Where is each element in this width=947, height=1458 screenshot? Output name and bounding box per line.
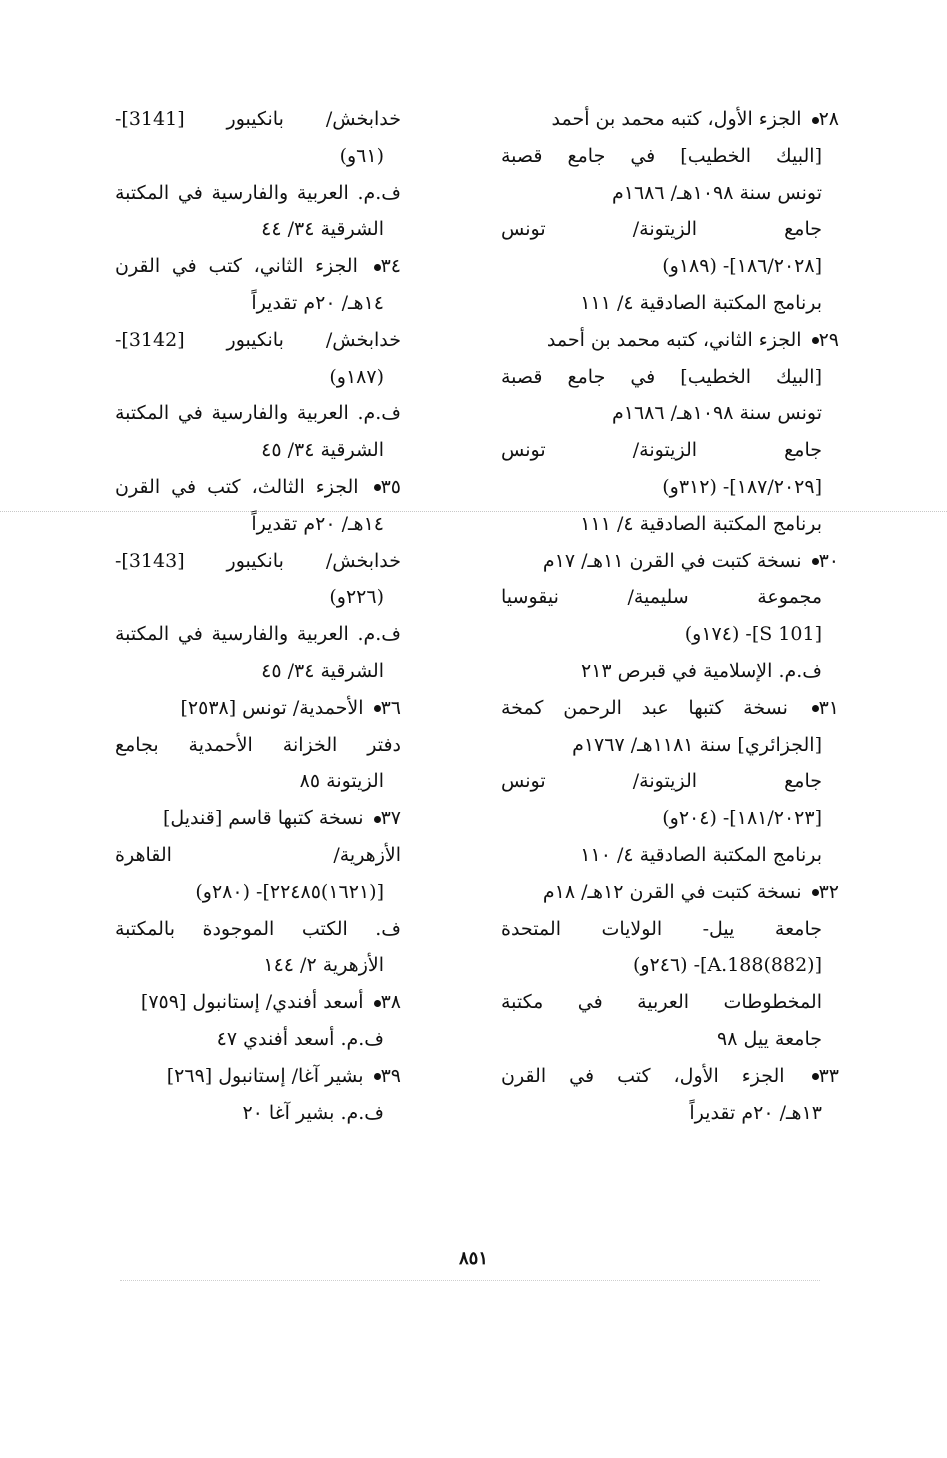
catalog-line: تونس سنة ١٠٩٨هـ/ ١٦٨٦م (612, 181, 822, 204)
entry-description: الأحمدية/ تونس [٢٥٣٨] (180, 696, 370, 719)
entry-number: ٢٨ (818, 108, 839, 130)
catalog-line: (١٨٧و) (329, 365, 384, 388)
bullet-icon (374, 264, 381, 271)
bullet-icon (812, 705, 819, 712)
catalog-entry-heading (115, 469, 401, 506)
entry-number: ٣٠ (818, 549, 839, 572)
entry-number: ٣٣ (818, 1064, 839, 1087)
catalog-line: جامع الزيتونة/ تونس (501, 770, 822, 793)
catalog-line: خدابخش/ بانكيبور [3141]- (115, 108, 401, 130)
bullet-icon (812, 558, 819, 565)
bullet-icon (812, 117, 819, 124)
catalog-entry-heading (501, 101, 839, 138)
bullet-icon (374, 484, 381, 491)
left-column (115, 101, 401, 1131)
catalog-line: الشرقية ٣٤/ ٤٤ (261, 218, 384, 241)
catalog-line: خدابخش/ بانكيبور [3143]- (115, 549, 401, 572)
scan-artifact-line-bottom (120, 1280, 820, 1281)
catalog-line: [A.188(882)]- (٢٤٦و) (632, 954, 822, 977)
catalog-line: ف.م. العربية والفارسية في المكتبة (115, 181, 401, 204)
entry-description: نسخة كتبها عبد الرحمن كمخة (501, 696, 808, 719)
catalog-line: ف.م. العربية والفارسية في المكتبة (115, 623, 401, 646)
catalog-line: جامعة ييل- الولايات المتحدة (501, 917, 822, 940)
catalog-line: ف.م. بشير آغا ٢٠ (242, 1101, 384, 1124)
catalog-line: ١٤هـ/ ٢٠م تقديراً (251, 512, 384, 535)
entry-number: ٣٦ (380, 696, 401, 719)
catalog-line: [١٨٧/٢٠٢٩]- (٣١٢و) (662, 475, 822, 498)
catalog-line: ١٤هـ/ ٢٠م تقديراً (251, 291, 384, 314)
catalog-line: الأزهرية/ القاهرة (115, 843, 401, 866)
catalog-line: [الجزائري] سنة ١١٨١هـ/ ١٧٦٧م (572, 733, 822, 756)
catalog-line: (٦١و) (339, 144, 384, 167)
catalog-line: جامع الزيتونة/ تونس (501, 218, 822, 241)
bullet-icon (374, 816, 381, 823)
entry-description: نسخة كتبت في القرن ١١هـ/ ١٧م (542, 549, 808, 572)
catalog-line: [(١٦٢١)٢٢٤٨٥]- (٢٨٠و) (195, 880, 384, 903)
bullet-icon (374, 705, 381, 712)
catalog-line: الشرقية ٣٤/ ٤٥ (261, 659, 384, 682)
catalog-line: مجموعة سليمية/ نيقوسيا (501, 586, 822, 609)
entry-number: ٢٩ (818, 328, 839, 351)
catalog-entry-heading (115, 248, 401, 285)
catalog-entry-heading (115, 1058, 401, 1095)
catalog-line: جامعة ييل ٩٨ (717, 1027, 822, 1050)
entry-description: الجزء الأول، كتب في القرن (501, 1064, 808, 1087)
catalog-line: الشرقية ٣٤/ ٤٥ (261, 439, 384, 462)
bullet-icon (812, 1073, 819, 1080)
entry-number: ٣٤ (380, 255, 401, 278)
catalog-line: ف. الكتب الموجودة بالمكتبة (115, 917, 401, 940)
entry-description: أسعد أفندي/ إستانبول [٧٥٩] (140, 991, 370, 1014)
catalog-line: جامع الزيتونة/ تونس (501, 439, 822, 462)
catalog-line: ١٣هـ/ ٢٠م تقديراً (689, 1101, 822, 1124)
entry-description: نسخة كتبت في القرن ١٢هـ/ ١٨م (542, 880, 808, 903)
catalog-line: ف.م. الإسلامية في قبرص ٢١٣ (581, 659, 822, 682)
entry-description: بشير آغا/ إستانبول [٢٦٩] (166, 1064, 370, 1087)
page-number: ٨٥١ (458, 1248, 488, 1269)
catalog-entry-heading (115, 800, 401, 837)
entry-description: الجزء الثاني، كتبه محمد بن أحمد (546, 328, 808, 351)
bullet-icon (812, 889, 819, 896)
catalog-line: [S 101]- (١٧٤و) (684, 623, 822, 646)
catalog-line: الأزهرية ٢/ ١٤٤ (263, 954, 384, 977)
catalog-line: (٢٢٦و) (329, 586, 384, 609)
catalog-entry-heading (115, 984, 401, 1021)
catalog-line: الزيتونة ٨٥ (299, 770, 384, 793)
catalog-entry-heading (501, 690, 839, 727)
catalog-entry-heading (501, 1058, 839, 1095)
bullet-icon (812, 337, 819, 344)
entry-number: ٣٧ (380, 807, 401, 830)
catalog-line: [١٨٦/٢٠٢٨]- (١٨٩و) (662, 255, 822, 278)
catalog-line: تونس سنة ١٠٩٨هـ/ ١٦٨٦م (612, 402, 822, 425)
bullet-icon (374, 1000, 381, 1007)
entry-description: الجزء الثاني، كتب في القرن (115, 255, 370, 278)
entry-number: ٣٢ (818, 880, 839, 903)
catalog-line: برنامج المكتبة الصادقية ٤/ ١١٠ (580, 843, 822, 866)
catalog-line: برنامج المكتبة الصادقية ٤/ ١١١ (580, 291, 822, 314)
entry-number: ٣٥ (380, 475, 401, 498)
right-column (501, 101, 839, 1131)
bullet-icon (374, 1073, 381, 1080)
catalog-entry-heading (501, 874, 839, 911)
catalog-line: المخطوطات العربية في مكتبة (501, 991, 822, 1014)
catalog-line: [البيك الخطيب] في جامع قصبة (501, 144, 822, 167)
catalog-line: ف.م. أسعد أفندي ٤٧ (216, 1027, 384, 1050)
entry-number: ٣٨ (380, 991, 401, 1014)
entry-number: ٣٩ (380, 1064, 401, 1087)
catalog-line: [البيك الخطيب] في جامع قصبة (501, 365, 822, 388)
catalog-line: [١٨١/٢٠٢٣]- (٢٠٤و) (662, 807, 822, 830)
catalog-line: دفتر الخزانة الأحمدية بجامع (115, 733, 401, 756)
catalog-line: برنامج المكتبة الصادقية ٤/ ١١١ (580, 512, 822, 535)
entry-number: ٣١ (818, 696, 839, 719)
entry-description: نسخة كتبها قاسم [قنديل] (162, 807, 370, 830)
catalog-line: خدابخش/ بانكيبور [3142]- (115, 328, 401, 351)
catalog-entry-heading (501, 543, 839, 580)
catalog-entry-heading (501, 322, 839, 359)
catalog-line: ف.م. العربية والفارسية في المكتبة (115, 402, 401, 425)
catalog-entry-heading (115, 690, 401, 727)
entry-description: الجزء الثالث، كتب في القرن (115, 475, 370, 498)
entry-description: الجزء الأول، كتبه محمد بن أحمد (551, 108, 808, 130)
